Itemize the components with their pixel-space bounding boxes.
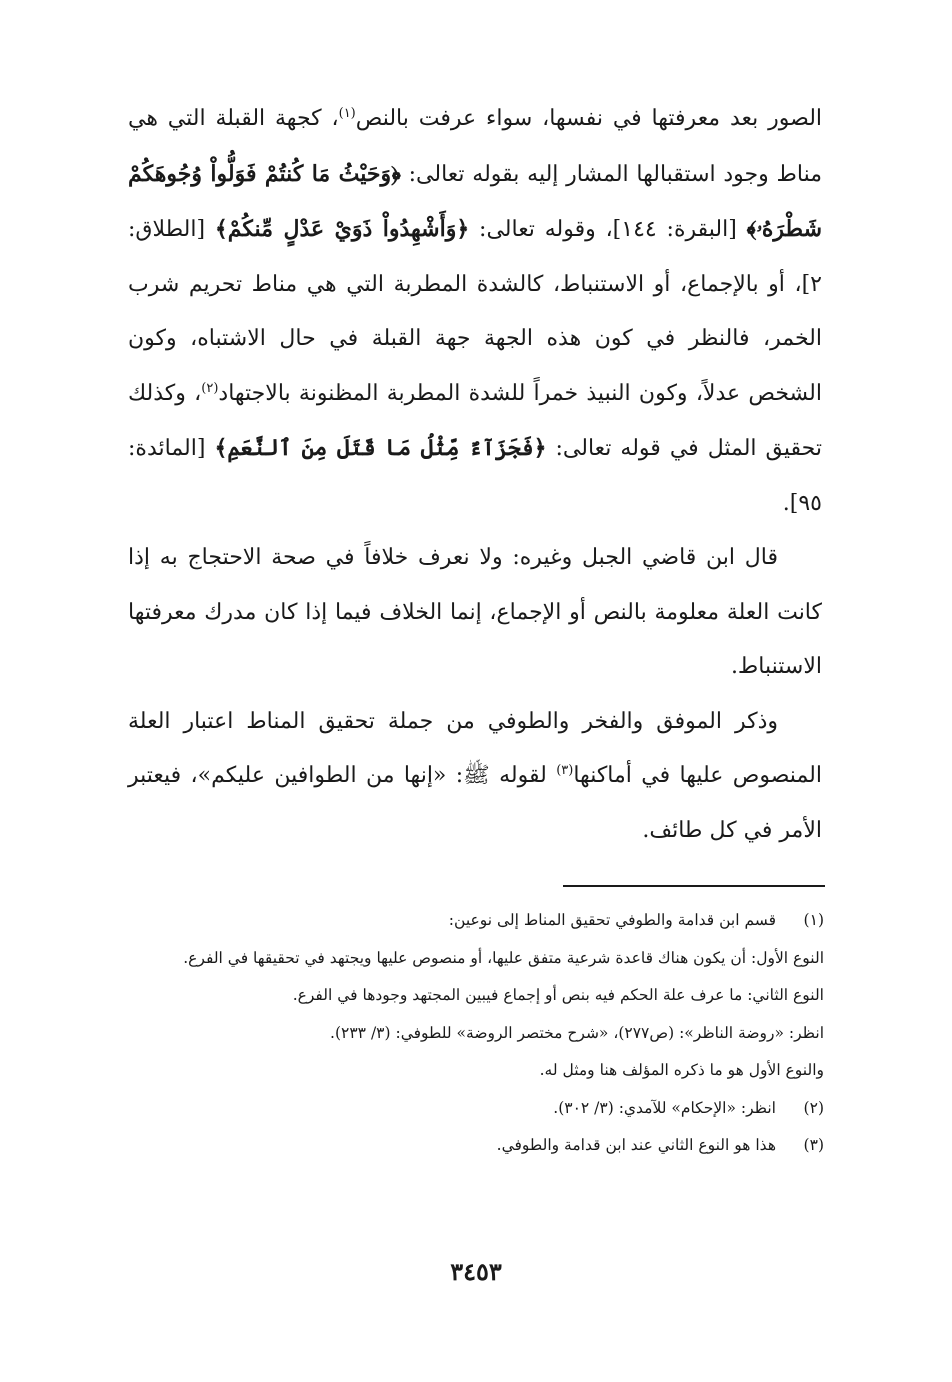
text-run: لقوله ﷺ: «إنها من الطوافين عليكم»، فيعتبر الأمر في كل طائف. [128, 763, 822, 843]
footnote-line: والنوع الأول هو ما ذكره المؤلف هنا ومثل له. [539, 1061, 824, 1079]
footnote-ref-3[interactable]: (٣) [556, 763, 574, 778]
footnote-body: انظر: «الإحكام» للآمدي: (٣/ ٣٠٢). [553, 1098, 776, 1117]
paragraph-2: قال ابن قاضي الجبل وغيره: ولا نعرف خلافاً في صحة الاحتجاج به إذا كانت العلة معلومة بالنص أو الإجماع، إنما الخلاف فيما إذا كان مدرك معرفتها الاستنباط. [128, 545, 822, 679]
footnote-ref-2[interactable]: (٢) [201, 380, 219, 396]
paragraph-1 [128, 92, 822, 531]
footnote-number: (٣) [803, 1136, 824, 1154]
footnote-ref-1[interactable]: (١) [338, 106, 356, 121]
text-run: ، وكذلك تحقيق المثل في قوله تعالى: [128, 380, 822, 461]
footnote-3 [118, 1127, 824, 1165]
text-run: [الطلاق: ٢]، أو بالإجماع، أو الاستنباط، كالشدة المطربة التي هي مناط تحريم شرب الخمر، فالنظر في كون هذه الجهة جهة القبلة في حال الاشتباه، وكون الشخص عدلاً، وكون النبيذ خمراً للشدة المطربة المظنونة بالاجتهاد [128, 217, 822, 406]
footnotes-section [118, 902, 824, 1165]
footnote-2 [118, 1090, 824, 1128]
text-run: [المائدة: ٩٥]. [128, 436, 822, 516]
quran-verse: ﴿فَجَزَآءٌ مِّثْلُ مَا قَتَلَ مِنَ ٱلنَّعَمِ﴾ [214, 435, 547, 461]
text-run: الصور بعد معرفتها في نفسها، سواء عرفت بالنص [355, 106, 823, 131]
footnote-body [118, 902, 776, 940]
text-run: ، كجهة القبلة التي هي مناط وجود استقبالها المشار إليه بقوله تعالى: [128, 106, 822, 187]
page-number: ٣٤٥٣ [450, 1257, 502, 1286]
footnote-divider [563, 885, 825, 887]
footnote-line: انظر: «روضة الناظر»: (ص٢٧٧)، «شرح مختصر الروضة» للطوفي: (٣/ ٢٣٣). [330, 1023, 824, 1042]
footnote-number: (١) [803, 911, 824, 929]
quran-verse: ﴿وَأَشْهِدُواْ ذَوَيْ عَدْلٍ مِّنكُمْ﴾ [214, 216, 470, 242]
footnote-line: النوع الثاني: ما عرف علة الحكم فيه بنص أو إجماع فيبين المجتهد وجودها في الفرع. [292, 986, 824, 1004]
footnote-line: النوع الأول: أن يكون هناك قاعدة شرعية متفق عليها، أو منصوص عليها ويجتهد في تحقيقها في الفرع. [183, 948, 824, 967]
text-run: وذكر الموفق والفخر والطوفي من جملة تحقيق المناط اعتبار العلة المنصوص عليها في أماكنها [128, 708, 822, 788]
quran-verse: ﴿وَحَيْثُ مَا كُنتُمْ فَوَلُّواْ وُجُوهَكُمْ شَطْرَهُۥ﴾ [128, 160, 823, 242]
footnote-body: هذا هو النوع الثاني عند ابن قدامة والطوفي. [496, 1136, 776, 1154]
footnote-line: قسم ابن قدامة والطوفي تحقيق المناط إلى نوعين: [448, 911, 776, 929]
main-text [128, 92, 822, 858]
paragraph-3 [128, 695, 822, 859]
footnote-1 [118, 902, 824, 940]
text-run: [البقرة: ١٤٤]، وقوله تعالى: [469, 217, 747, 242]
footnote-number: (٢) [803, 1098, 824, 1117]
